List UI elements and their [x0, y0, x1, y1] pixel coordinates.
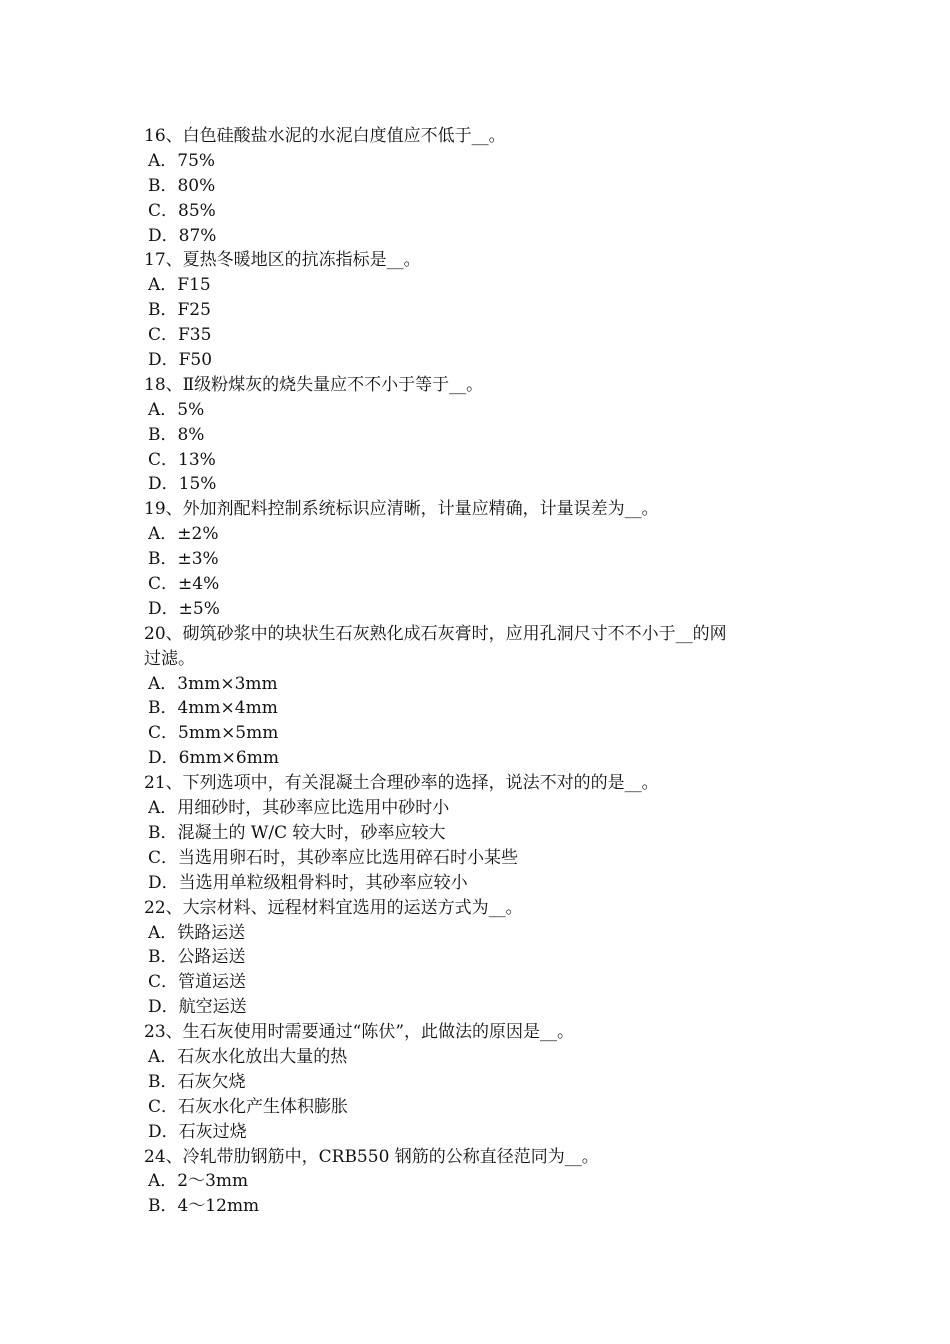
option-d: D．87%	[148, 225, 217, 246]
question-text: 16、白色硅酸盐水泥的水泥白度值应不低于__。	[144, 126, 506, 146]
option-a: A．±2%	[148, 524, 219, 545]
option-b: B．4～12mm	[148, 1196, 260, 1217]
question-text: 19、外加剂配料控制系统标识应清晰，计量应精确，计量误差为__。	[144, 499, 659, 520]
question-24	[144, 1145, 816, 1220]
option-d: D．航空运送	[148, 997, 247, 1018]
option-b: B．4mm×4mm	[148, 698, 278, 719]
option-d: D．F50	[148, 350, 213, 371]
option-d: D．6mm×6mm	[148, 748, 279, 769]
question-text: 17、夏热冬暖地区的抗冻指标是__。	[144, 250, 421, 271]
option-a: A．75%	[148, 150, 216, 171]
question-text-line-1: 20、砌筑砂浆中的块状生石灰熟化成石灰膏时，应用孔洞尺寸不不小于__的网	[144, 623, 727, 644]
question-20	[144, 622, 816, 771]
option-a: A．石灰水化放出大量的热	[148, 1046, 348, 1067]
option-d: D．±5%	[148, 598, 220, 619]
option-b: B．80%	[148, 175, 216, 196]
option-d: D．15%	[148, 474, 217, 495]
option-a: A．3mm×3mm	[148, 673, 278, 694]
option-c: C．管道运送	[148, 972, 247, 993]
question-text: 24、冷轧带肋钢筋中，CRB550 钢筋的公称直径范同为__。	[144, 1146, 599, 1167]
option-c: C．当选用卵石时，其砂率应比选用碎石时小某些	[148, 847, 519, 868]
option-a: A．2～3mm	[148, 1171, 249, 1192]
option-a: A．铁路运送	[148, 922, 246, 943]
option-c: C．85%	[148, 200, 216, 221]
option-b: B．石灰欠烧	[148, 1071, 246, 1092]
question-text-line-2: 过滤。	[144, 648, 195, 669]
option-c: C．±4%	[148, 574, 220, 595]
option-d: D．石灰过烧	[148, 1121, 247, 1142]
question-19	[144, 497, 816, 621]
option-c: C．13%	[148, 449, 216, 470]
option-a: A．5%	[148, 399, 205, 420]
question-23	[144, 1020, 816, 1144]
option-c: C．石灰水化产生体积膨胀	[148, 1096, 349, 1117]
question-text: 22、大宗材料、远程材料宜选用的运送方式为__。	[144, 897, 523, 918]
question-22	[144, 896, 816, 1020]
option-b: B．公路运送	[148, 947, 246, 968]
option-d: D．当选用单粒级粗骨料时，其砂率应较小	[148, 872, 468, 893]
question-16	[144, 124, 816, 248]
question-21	[144, 771, 816, 895]
option-c: C．5mm×5mm	[148, 723, 279, 744]
question-list	[144, 124, 816, 1219]
option-b: B．混凝土的 W/C 较大时，砂率应较大	[148, 822, 446, 843]
option-a: A．F15	[148, 275, 211, 296]
question-text: 23、生石灰使用时需要通过“陈伏”，此做法的原因是__。	[144, 1022, 575, 1043]
option-b: B．8%	[148, 424, 205, 445]
question-text: 18、Ⅱ级粉煤灰的烧失量应不不小于等于__。	[144, 374, 484, 395]
option-b: B．F25	[148, 300, 211, 321]
option-c: C．F35	[148, 325, 212, 346]
question-text: 21、下列选项中，有关混凝土合理砂率的选择，说法不对的的是__。	[144, 773, 659, 794]
question-17	[144, 248, 816, 372]
option-a: A．用细砂时，其砂率应比选用中砂时小	[148, 798, 450, 819]
question-18	[144, 373, 816, 497]
option-b: B．±3%	[148, 549, 219, 570]
